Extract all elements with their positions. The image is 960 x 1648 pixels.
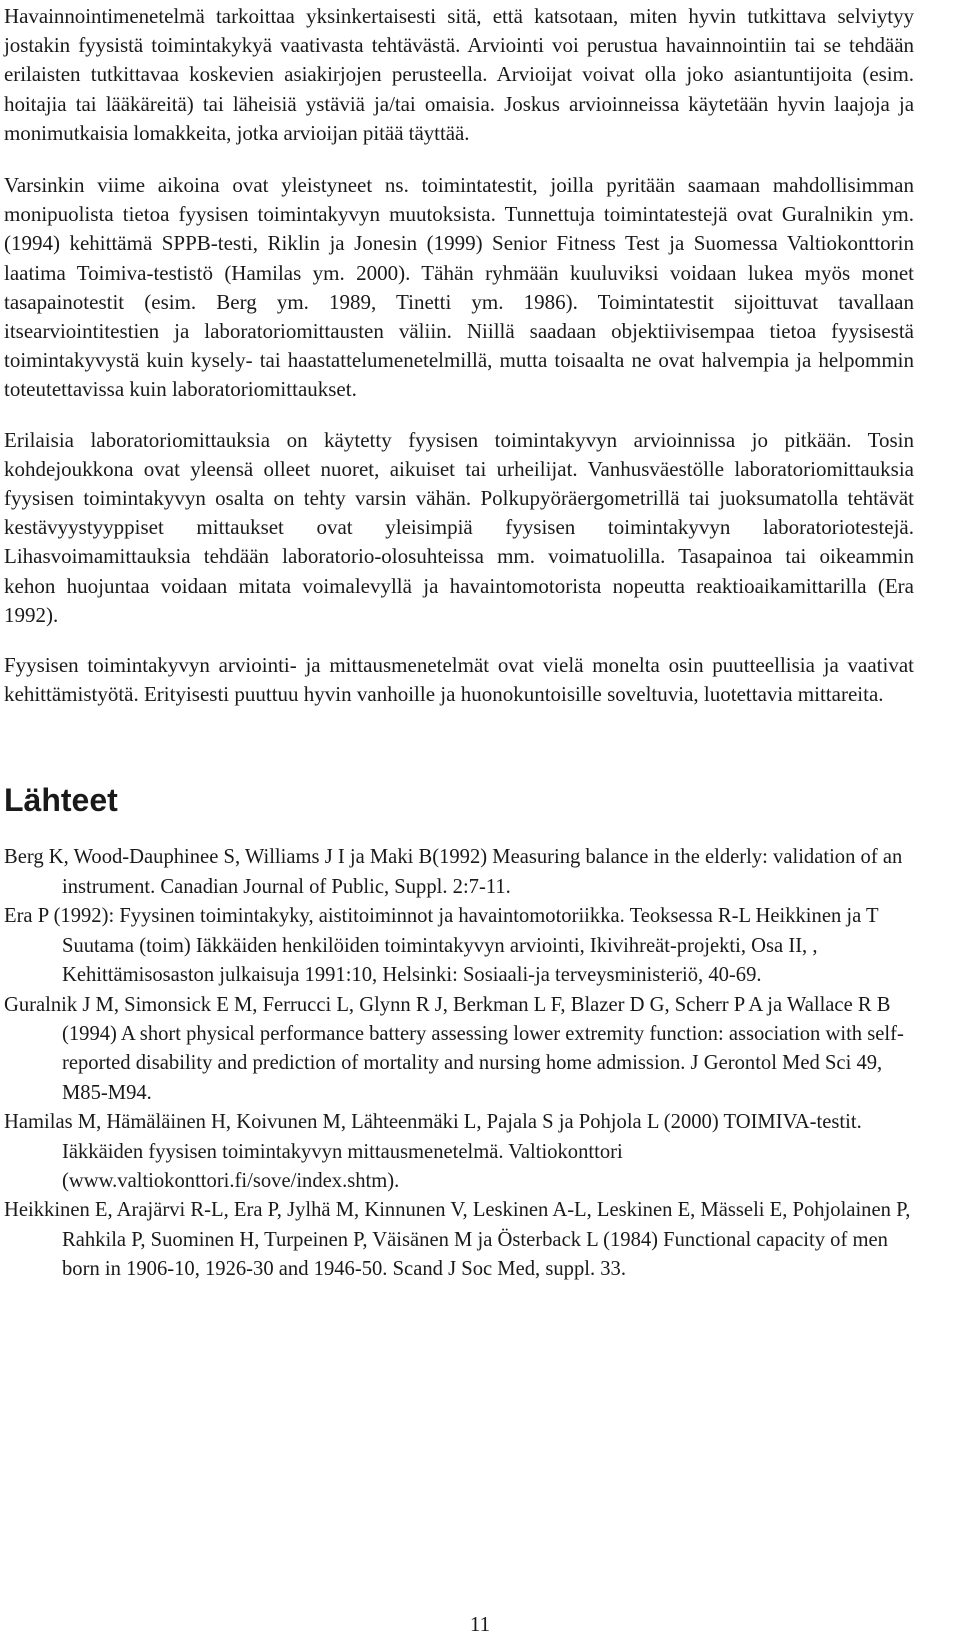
page-number: 11 bbox=[469, 1612, 491, 1636]
paragraph-observation-method: Havainnointimenetelmä tarkoittaa yksinkertaisesti sitä, että katsotaan, miten hyvin tutkittava selviytyy jostakin fyysistä toimintakykyä vaativasta tehtävästä. Arviointi voi perustua havainnointiin tai se tehdään erilaisten tutkittavaa koskevien asiakirjojen perusteella. Arvioijat voivat olla joko asiantuntijoita (esim. hoitajia tai lääkäreitä) tai läheisiä ystäviä ja/tai omaisia. Joskus arvioinneissa käytetään hyvin laajoja ja monimutkaisia lomakkeita, jotka arvioijan pitää täyttää. bbox=[4, 4, 914, 145]
reference-item: Guralnik J M, Simonsick E M, Ferrucci L, Glynn R J, Berkman L F, Blazer D G, Scherr P A ja Wallace R B (1994) A short physical performance battery assessing lower extremity function: association with self-reported disability and prediction of mortality and nursing home admission. J Gerontol Med Sci 49, M85-M94. bbox=[4, 993, 904, 1104]
reference-item: Hamilas M, Hämäläinen H, Koivunen M, Lähteenmäki L, Pajala S ja Pohjola L (2000) TOIMIVA-testit. Iäkkäiden fyysisen toimintakyvyn mittausmenetelmä. Valtiokonttori (www.valtiokonttori.fi/sove/index.shtm). bbox=[4, 1111, 862, 1192]
reference-item: Berg K, Wood-Dauphinee S, Williams J I ja Maki B(1992) Measuring balance in the elderly: validation of an instrument. Canadian Journal of Public, Suppl. 2:7-11. bbox=[4, 846, 903, 898]
reference-list bbox=[4, 843, 914, 1284]
paragraph-laboratory-measurements: Erilaisia laboratoriomittauksia on käytetty fyysisen toimintakyvyn arvioinnissa jo pitkään. Tosin kohdejoukkona ovat yleensä olleet nuoret, aikuiset tai urheilijat. Vanhusväestölle laboratoriomittauksia fyysisen toimintakyvyn osalta on tehty varsin vähän. Polkupyöräergometrillä tai juoksumatolla tehtävät kestävyystyyppiset mittaukset ovat yleisimpiä fyysisen toimintakyvyn laboratoriotestejä. Lihasvoimamittauksia tehdään laboratorio-olosuhteissa mm. voimatuolilla. Tasapainoa tai oikeammin kehon huojuntaa voidaan mitata voimalevyllä ja havaintomotorista nopeutta reaktioaikamittarilla (Era 1992). bbox=[4, 427, 914, 627]
reference-item: Era P (1992): Fyysinen toimintakyky, aistitoiminnot ja havaintomotoriikka. Teoksessa R-L Heikkinen ja T Suutama (toim) Iäkkäiden henkilöiden toimintakyvyn arviointi, Ikivihreät-projekti, Osa II, , Kehittämisosaston julkaisuja 1991:10, Helsinki: Sosiaali-ja terveysministeriö, 40-69. bbox=[4, 905, 879, 987]
references-heading: Lähteet bbox=[4, 782, 118, 819]
paragraph-function-tests: Varsinkin viime aikoina ovat yleistyneet ns. toimintatestit, joilla pyritään saamaan mahdollisimman monipuolista tietoa fyysisen toimintakyvyn muutoksista. Tunnettuja toimintatestejä ovat Guralnikin ym. (1994) kehittämä SPPB-testi, Riklin ja Jonesin (1999) Senior Fitness Test ja Suomessa Valtiokonttorin laatima Toimiva-testistö (Hamilas ym. 2000). Tähän ryhmään kuuluviksi voidaan lukea myös monet tasapainotestit (esim. Berg ym. 1989, Tinetti ym. 1986). Toimintatestit sijoittuvat tavallaan itsearviointitestien ja laboratoriomittausten väliin. Niillä saadaan objektiivisempaa tietoa fyysisestä toimintakyvystä kuin kysely- tai haastattelumenetelmillä, mutta toisaalta ne ovat halvempia ja helpommin toteutettavissa kuin laboratoriomittaukset. bbox=[4, 173, 914, 402]
document-body bbox=[4, 2, 914, 1285]
paragraph-conclusion: Fyysisen toimintakyvyn arviointi- ja mittausmenetelmät ovat vielä monelta osin puutteellisia ja vaativat kehittämistyötä. Erityisesti puuttuu hyvin vanhoille ja huonokuntoisille soveltuvia, luotettavia mittareita. bbox=[4, 653, 914, 707]
reference-item: Heikkinen E, Arajärvi R-L, Era P, Jylhä M, Kinnunen V, Leskinen A-L, Leskinen E, Mässeli E, Pohjolainen P, Rahkila P, Suominen H, Turpeinen P, Väisänen M ja Österback L (1984) Functional capacity of men born in 1906-10, 1926-30 and 1946-50. Scand J Soc Med, suppl. 33. bbox=[4, 1199, 911, 1281]
